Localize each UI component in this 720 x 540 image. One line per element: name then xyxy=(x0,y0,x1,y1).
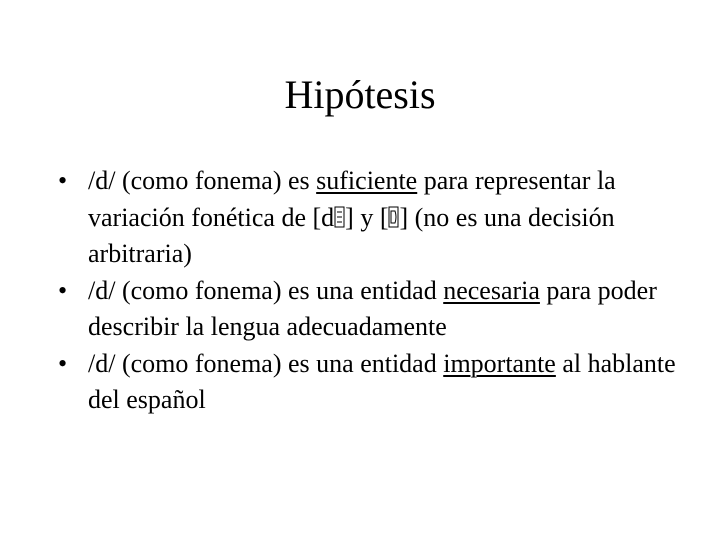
bullet-3-post: al hablante del español xyxy=(88,348,676,414)
bullet-item-2 xyxy=(58,273,698,346)
bullet-1-pre: /d/ (como fonema) es xyxy=(88,166,317,195)
bullet-2-pre: /d/ (como fonema) es una entidad xyxy=(88,275,444,305)
bullet-1-mid: ] y [ xyxy=(345,202,389,232)
bullet-list xyxy=(58,163,698,419)
bullet-3-emphasis: importante xyxy=(443,348,556,378)
bullet-2-emphasis: necesaria xyxy=(443,275,540,305)
missing-glyph-icon xyxy=(388,206,399,228)
bullet-2-post: para poder describir la lengua adecuadamente xyxy=(88,275,657,341)
bullet-1-end: ] (no es una decisión arbitraria) xyxy=(88,202,615,268)
missing-glyph-icon xyxy=(334,206,345,228)
bullet-1-emphasis: suficiente xyxy=(316,166,418,195)
bullet-marker: • xyxy=(58,166,68,195)
bullet-item-3 xyxy=(58,346,698,419)
slide-title: Hipótesis xyxy=(284,72,436,117)
bullet-marker: • xyxy=(58,348,68,378)
bullet-marker: • xyxy=(58,275,68,305)
bullet-3-pre: /d/ (como fonema) es una entidad xyxy=(88,348,444,378)
bullet-item-1 xyxy=(58,163,698,273)
bullet-1-post: para representar la variación fonética de [d xyxy=(88,166,616,232)
